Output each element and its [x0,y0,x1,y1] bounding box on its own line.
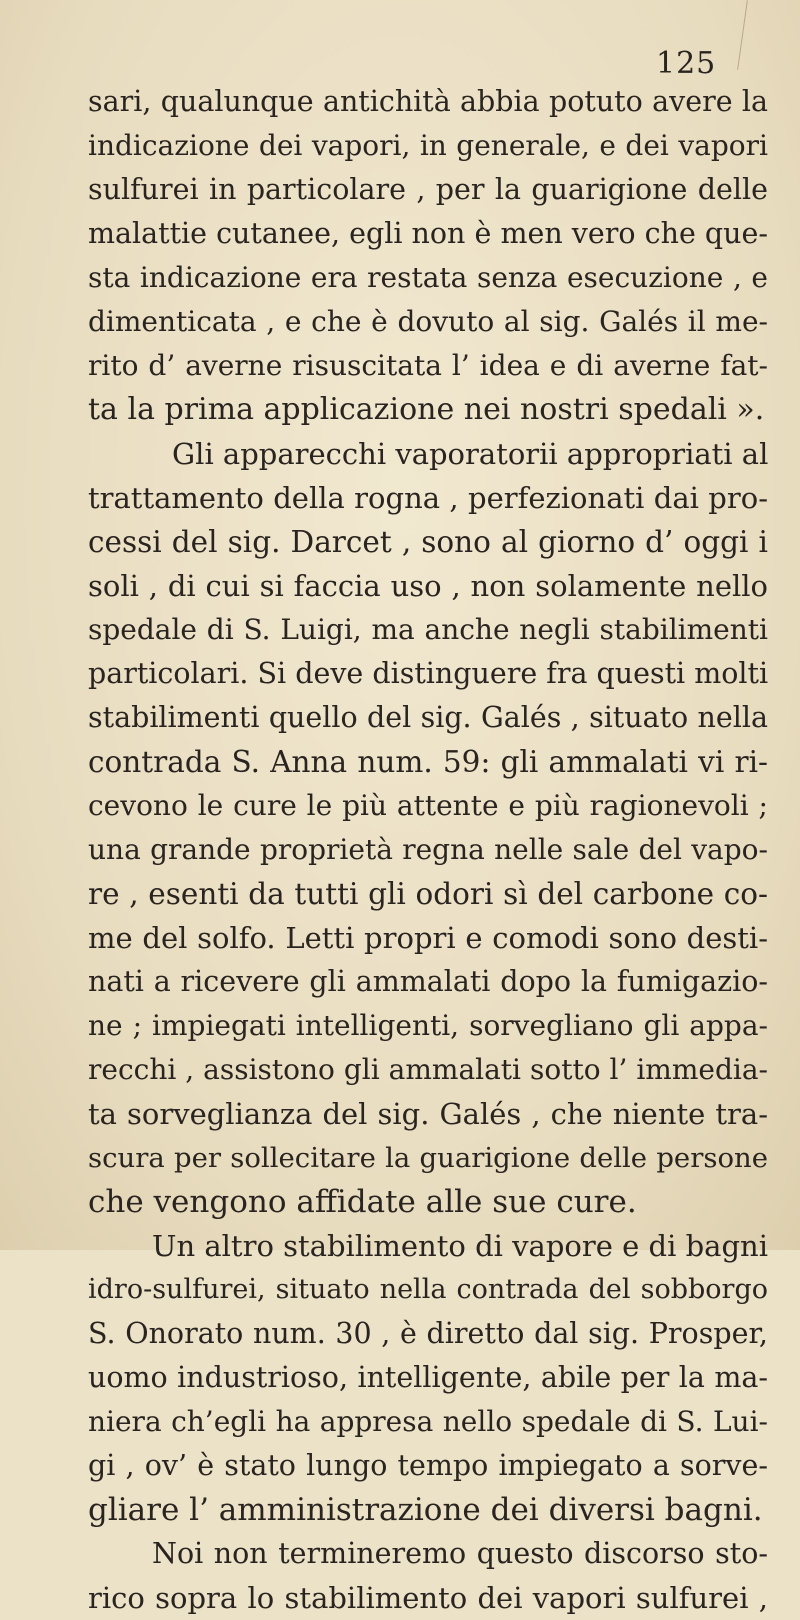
text-line: indicazione dei vapori, in generale, e dei vapori [88,129,768,162]
text-line: re , esenti da tutti gli odori sì del carbone co- [88,877,768,911]
paragraph-start-line: Noi non termineremo questo discorso sto- [152,1537,768,1570]
text-line: niera ch’egli ha appresa nello spedale di S. Lui- [88,1405,768,1438]
text-line: ne ; impiegati intelligenti, sorvegliano gli appa- [88,1009,768,1042]
body-text [88,80,768,1620]
text-line: contrada S. Anna num. 59: gli ammalati vi ri- [88,745,768,779]
text-line: rico sopra lo stabilimento dei vapori sulfurei , [88,1581,768,1615]
text-line: una grande proprietà regna nelle sale del vapo- [88,833,768,866]
text-line: trattamento della rogna , perfezionati dai pro- [88,481,768,515]
text-line: me del solfo. Letti propri e comodi sono desti- [88,921,768,955]
text-line: scura per sollecitare la guarigione delle persone [88,1142,768,1174]
page-number: 125 [656,46,717,81]
text-line: malattie cutanee, egli non è men vero che que- [88,217,768,250]
text-line: uomo industrioso, intelligente, abile per la ma- [88,1361,768,1394]
text-line: sari, qualunque antichità abbia potuto avere la [88,85,768,118]
text-line: S. Onorato num. 30 , è diretto dal sig. Prosper, [88,1317,768,1350]
text-line: sta indicazione era restata senza esecuzione , e [88,261,768,294]
text-line: soli , di cui si faccia uso , non solamente nello [88,569,768,603]
text-line: spedale di S. Luigi, ma anche negli stabilimenti [88,613,768,646]
paragraph-end-line: gliare l’ amministrazione dei diversi bagni. [88,1492,763,1528]
text-line: cevono le cure le più attente e più ragionevoli ; [88,789,768,822]
paragraph-end-line: che vengono affidate alle sue cure. [88,1184,637,1220]
text-line: nati a ricevere gli ammalati dopo la fumigazio- [88,965,768,998]
paragraph-end-line: ta la prima applicazione nei nostri spedali ». [88,392,765,427]
page-crease [737,0,748,69]
paragraph-start-line: Un altro stabilimento di vapore e di bagni [152,1229,768,1263]
text-line: cessi del sig. Darcet , sono al giorno d’ oggi i [88,525,768,559]
text-line: idro-sulfurei, situato nella contrada del sobborgo [88,1274,768,1305]
paragraph-start-line: Gli apparecchi vaporatorii appropriati al [172,437,769,471]
text-line: rito d’ averne risuscitata l’ idea e di averne fat- [88,349,768,382]
text-line: recchi , assistono gli ammalati sotto l’ immedia- [88,1053,768,1086]
text-line: particolari. Si deve distinguere fra questi molti [88,657,769,690]
text-line: ta sorveglianza del sig. Galés , che niente tra- [88,1097,768,1131]
text-line: dimenticata , e che è dovuto al sig. Galés il me- [88,305,768,338]
text-line: stabilimenti quello del sig. Galés , situato nella [88,701,768,734]
text-line: sulfurei in particolare , per la guarigione delle [88,173,768,206]
text-line: gi , ov’ è stato lungo tempo impiegato a sorve- [88,1449,768,1482]
